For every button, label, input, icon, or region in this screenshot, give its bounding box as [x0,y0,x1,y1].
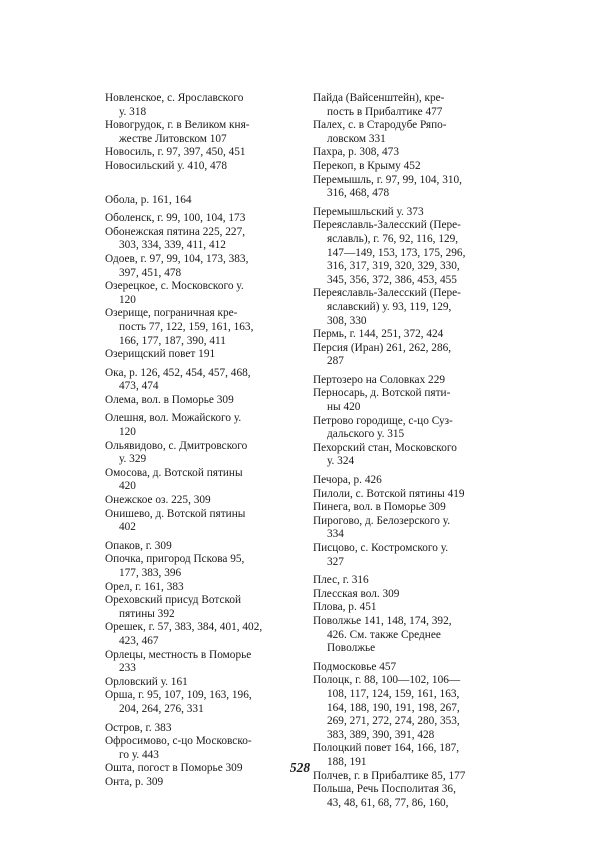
index-entry-line: Опочка, пригород Пскова 95, [105,553,245,566]
index-entry [105,253,295,280]
index-entry-line: 316, 317, 319, 320, 329, 330, [327,260,460,273]
index-entry-line: 420 [119,480,136,493]
index-entry [313,515,503,542]
index-entry-line: пятины 392 [119,607,175,620]
index-entry-line: у. 318 [119,105,147,118]
index-entry [313,615,503,656]
index-entry-line: Новогрудок, г. в Великом кня- [105,119,250,132]
index-entry [105,689,295,716]
index-entry [313,328,503,342]
index-entry-line: Ока, р. 126, 452, 454, 457, 468, [105,366,251,379]
index-entry-line: 43, 48, 61, 68, 77, 86, 160, [327,796,449,809]
index-entry [105,92,295,119]
index-entry [313,661,503,675]
index-entry [313,92,503,119]
index-entry-line: ны 420 [327,401,361,414]
index-entry [313,219,503,287]
index-entry-line: 334 [327,528,344,541]
index-entry [105,160,295,174]
index-entry [313,415,503,442]
index-entry-line: 177, 383, 396 [119,567,182,579]
index-entry-line: Онежское оз. 225, 309 [105,494,211,507]
index-entry [105,540,295,554]
index-entry-line: яславль), г. 76, 92, 116, 129, [327,232,459,245]
index-entry-line: Плова, р. 451 [313,601,377,614]
index-entry [313,287,503,328]
index-entry [105,649,295,676]
index-entry-line: Плес, г. 316 [313,574,369,587]
index-entry-line: Поволжье 141, 148, 174, 392, [313,614,452,627]
index-entry [105,722,295,736]
index-entry-line: Печора, р. 426 [313,474,382,487]
index-entry [105,494,295,508]
index-entry-line: 164, 188, 190, 191, 198, 267, [327,701,460,714]
index-entry-line: Обонежская пятина 225, 227, [105,225,246,238]
index-entry [105,581,295,595]
index-entry [105,467,295,494]
index-entry-line: Пайда (Вайсенштейн), кре- [313,92,445,104]
index-entry [105,348,295,362]
index-entry-line: Подмосковье 457 [313,660,397,673]
index-column-left [105,92,295,790]
index-entry [105,307,295,348]
index-entry [313,542,503,569]
index-entry-line: Писцово, с. Костромского у. [313,542,449,554]
index-entry [105,594,295,621]
index-entry-line: 345, 356, 372, 386, 453, 455 [327,273,457,286]
index-entry-line: 402 [119,521,136,534]
index-entry-line: Новленское, с. Ярославского [105,92,244,104]
index-entry [105,440,295,467]
index-entry [313,160,503,174]
index-entry-line: дальского у. 315 [327,428,405,441]
index-entry [105,194,295,208]
index-entry-line: Новосиль, г. 97, 397, 450, 451 [105,146,246,159]
index-entry-line: Пирогово, д. Белозерского у. [313,514,451,527]
index-entry [313,206,503,220]
index-entry [313,474,503,488]
index-entry [105,621,295,648]
index-entry-line: 287 [327,355,344,368]
index-entry-line: пость 77, 122, 159, 161, 163, [119,320,254,333]
index-entry-line: Перемышль, г. 97, 99, 104, 310, [313,173,462,186]
index-entry-line: Поволжье [327,642,376,655]
index-entry-line: Офросимово, с-цо Московско- [105,735,252,748]
index-entry-line: 108, 117, 124, 159, 161, 163, [327,687,460,700]
index-entry-line: Пермь, г. 144, 251, 372, 424 [313,328,444,341]
index-entry [313,174,503,201]
index-entry-line: пость в Прибалтике 477 [327,105,443,118]
index-entry [313,501,503,515]
index-entry [105,119,295,146]
index-entry [105,146,295,160]
index-entry-line: 233 [119,662,136,675]
index-entry-line: Онта, р. 309 [105,775,164,788]
index-entry-line: Перекоп, в Крыму 452 [313,159,421,172]
index-entry [105,367,295,394]
index-entry-line: 397, 451, 478 [119,266,182,279]
index-entry [313,119,503,146]
index-entry-line: 147—149, 153, 173, 175, 296, [327,246,466,259]
index-entry-line: у. 324 [327,455,355,468]
index-entry-line: 426. См. также Среднее [327,628,441,641]
index-entry-line: Орешек, г. 57, 383, 384, 401, 402, [105,621,263,634]
index-entry [313,146,503,160]
index-entry-line: Орел, г. 161, 383 [105,580,184,593]
index-entry-line: жестве Литовском 107 [119,132,227,145]
index-entry [313,574,503,588]
index-entry-line: Онишево, д. Вотской пятины [105,507,246,520]
index-entry-line: Ольявидово, с. Дмитровского [105,439,248,452]
index-entry [105,508,295,535]
index-entry-line: 303, 334, 339, 411, 412 [119,239,226,252]
index-entry-line: го у. 443 [119,748,159,761]
index-column-right [313,92,503,810]
index-entry-line: 423, 467 [119,634,159,647]
index-entry-line: Пилоли, с. Вотской пятины 419 [313,487,465,500]
index-entry-line: Палех, с. в Стародубе Ряпо- [313,119,447,132]
index-entry [313,342,503,369]
index-entry-line: Новосильский у. 410, 478 [105,159,227,172]
index-entry-line: 308, 330 [327,314,367,327]
index-entry-line: Озерецкое, с. Московского у. [105,280,244,293]
index-entry-line: Озерище, пограничная кре- [105,307,238,320]
index-entry-line: Переяславль-Залесский (Пере- [313,219,461,232]
index-entry-line: Персия (Иран) 261, 262, 286, [313,341,452,354]
index-entry-line: яславский) у. 93, 119, 129, [327,300,452,313]
index-entry-line: Олешня, вол. Можайского у. [105,412,242,425]
index-entry-line: 120 [119,426,136,439]
index-entry-line: Омосова, д. Вотской пятины [105,466,243,479]
index-entry [313,588,503,602]
index-entry-line: у. 329 [119,453,147,466]
page-number: 528 [289,760,311,775]
index-entry-line: Пахра, р. 308, 473 [313,146,399,159]
index-entry-line: 327 [327,555,344,568]
index-entry-line: Перемышльский у. 373 [313,205,424,218]
index-entry [313,783,503,810]
index-entry [313,374,503,388]
index-entry-line: 204, 264, 276, 331 [119,702,204,715]
index-entry [313,674,503,742]
index-entry-line: Ошта, погост в Поморье 309 [105,762,243,775]
index-entry [105,394,295,408]
index-entry [105,776,295,790]
index-entry-line: Обола, р. 161, 164 [105,193,192,206]
index-entry-line: Переяславль-Залесский (Пере- [313,287,461,300]
index-entry-line: 166, 177, 187, 390, 411 [119,334,226,347]
index-entry-line: Пехорский стан, Московского [313,441,457,454]
index-entry-line: Полоцкий повет 164, 166, 187, [313,742,460,755]
index-entry [313,488,503,502]
index-entry [105,735,295,762]
index-entry-line: 188, 191 [327,755,367,768]
index-entry-line: ловском 331 [327,132,386,145]
index-entry [313,387,503,414]
index-entry-line: Оболенск, г. 99, 100, 104, 173 [105,212,246,225]
index-entry-line: 473, 474 [119,380,159,393]
index-entry [105,226,295,253]
index-entry-line: 316, 468, 478 [327,187,390,200]
index-entry-line: 269, 271, 272, 274, 280, 353, [327,715,460,728]
index-entry-line: Опаков, г. 309 [105,539,172,552]
index-entry [105,553,295,580]
index-entry [105,676,295,690]
index-entry [105,280,295,307]
index-entry-line: Орлецы, местность в Поморье [105,648,252,661]
index-entry-line: Перносарь, д. Вотской пяти- [313,387,451,400]
index-entry [105,412,295,439]
index-entry-line: Остров, г. 383 [105,721,172,734]
index-entry-line: Полчев, г. в Прибалтике 85, 177 [313,769,466,782]
index-entry-line: Пинега, вол. в Поморье 309 [313,501,446,514]
index-entry-line: 383, 389, 390, 391, 428 [327,728,435,741]
index-entry-line: Озерищский повет 191 [105,348,216,361]
index-entry-line: Орловский у. 161 [105,675,188,688]
index-entry-line: Польша, Речь Посполитая 36, [313,783,456,796]
index-entry-line: 120 [119,293,136,306]
index-entry [313,442,503,469]
index-entry-line: Плесская вол. 309 [313,587,400,600]
index-entry-line: Пертозеро на Соловках 229 [313,373,445,386]
index-entry [105,212,295,226]
index-entry [313,601,503,615]
index-entry-line: Одоев, г. 97, 99, 104, 173, 383, [105,252,249,265]
index-entry-line: Олема, вол. в Поморье 309 [105,393,234,406]
index-entry-line: Петрово городище, с-цо Суз- [313,414,453,427]
index-entry-line: Орша, г. 95, 107, 109, 163, 196, [105,689,252,702]
index-entry-line: Ореховский присуд Вотской [105,594,242,607]
index-entry-line: Полоцк, г. 88, 100—102, 106— [313,674,461,687]
